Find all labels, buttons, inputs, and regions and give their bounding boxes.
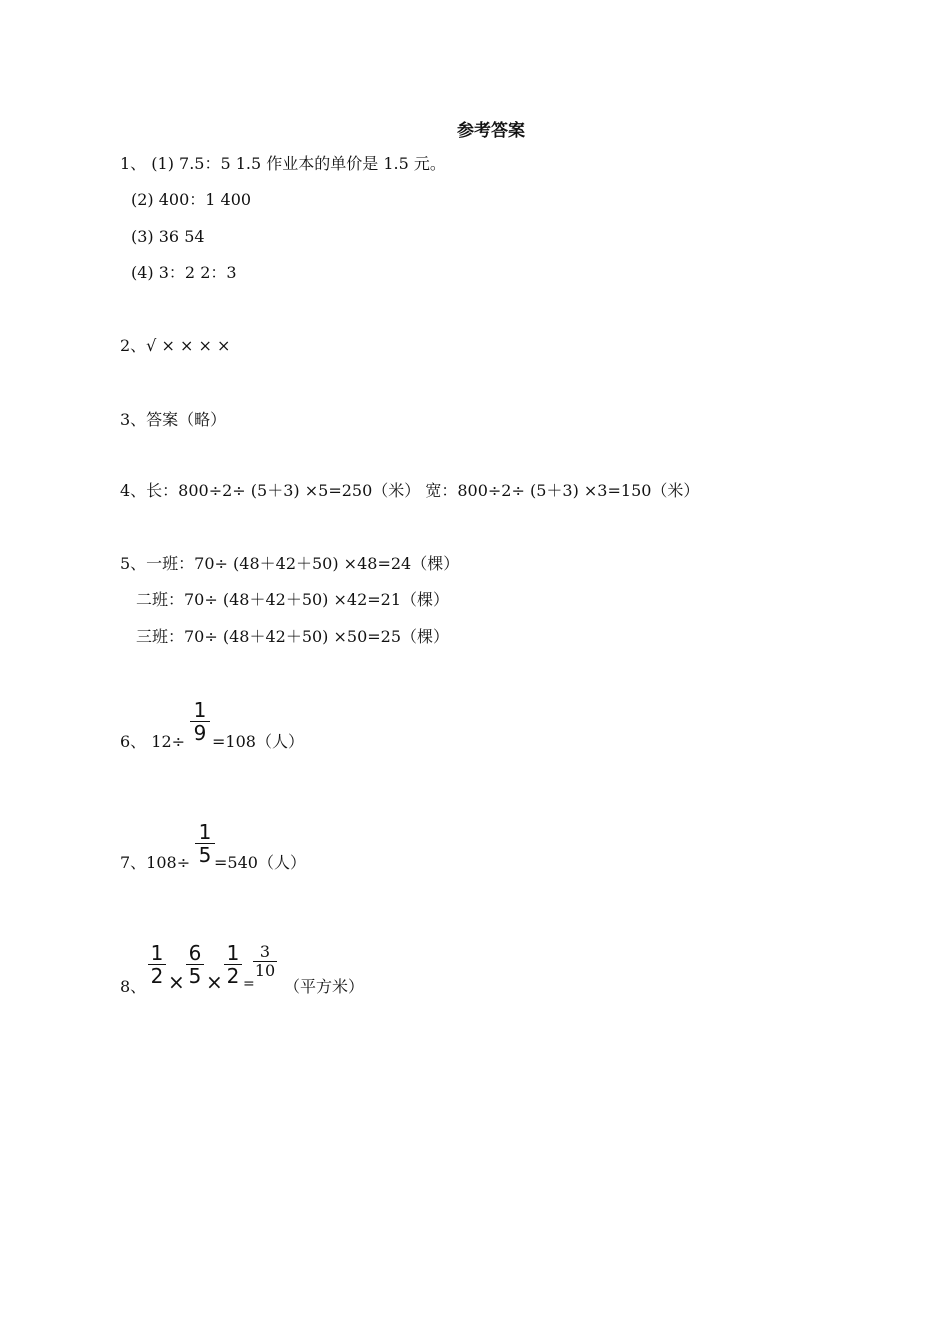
answer-3: 3、答案（略） bbox=[120, 410, 227, 429]
answer-1-line-3: (3) 36 54 bbox=[131, 227, 205, 246]
answer-5-line-3: 三班：70÷ (48＋42＋50) ×50=25（棵） bbox=[136, 627, 450, 646]
equals-sign: = bbox=[243, 976, 255, 992]
page-title: 参考答案 bbox=[457, 121, 525, 141]
answer-8-suffix: （平方米） bbox=[284, 977, 365, 996]
answer-7-suffix: =540（人） bbox=[214, 853, 306, 872]
fraction-denominator: 5 bbox=[198, 843, 212, 867]
answer-8-prefix: 8、 bbox=[120, 977, 147, 996]
fraction-numerator: 1 bbox=[198, 820, 212, 844]
fraction-denominator: 2 bbox=[226, 964, 240, 988]
answer-1-line-4: (4) 3：2 2：3 bbox=[131, 263, 237, 282]
answer-8-fraction-3 bbox=[224, 943, 242, 986]
fraction-numerator: 1 bbox=[226, 941, 240, 965]
answer-6-fraction bbox=[190, 700, 210, 743]
answer-8-result-fraction bbox=[253, 944, 277, 979]
answer-6-prefix: 6、 12÷ bbox=[120, 732, 186, 751]
times-sign: × bbox=[206, 970, 223, 994]
times-sign: × bbox=[168, 970, 185, 994]
fraction-denominator: 2 bbox=[150, 964, 164, 988]
fraction-numerator: 6 bbox=[188, 941, 202, 965]
answer-8-fraction-2 bbox=[186, 943, 204, 986]
fraction-denominator: 10 bbox=[254, 961, 276, 980]
answer-8-fraction-1 bbox=[148, 943, 166, 986]
answer-5-line-2: 二班：70÷ (48＋42＋50) ×42=21（棵） bbox=[136, 590, 450, 609]
answer-4: 4、长：800÷2÷ (5＋3) ×5=250（米） 宽：800÷2÷ (5＋3) ×3=150（米） bbox=[120, 481, 700, 500]
answer-7-prefix: 7、108÷ bbox=[120, 853, 191, 872]
answer-2: 2、√ × × × × bbox=[120, 336, 231, 355]
answer-1-line-2: (2) 400：1 400 bbox=[131, 190, 252, 209]
answer-5-line-1: 5、一班：70÷ (48＋42＋50) ×48=24（棵） bbox=[120, 554, 460, 573]
fraction-denominator: 9 bbox=[193, 721, 207, 745]
fraction-numerator: 3 bbox=[259, 942, 271, 961]
answer-6-suffix: =108（人） bbox=[212, 732, 304, 751]
answer-1-line-1: 1、 (1) 7.5：5 1.5 作业本的单价是 1.5 元。 bbox=[120, 154, 446, 173]
fraction-denominator: 5 bbox=[188, 964, 202, 988]
fraction-numerator: 1 bbox=[193, 698, 207, 722]
fraction-numerator: 1 bbox=[150, 941, 164, 965]
answer-7-fraction bbox=[195, 822, 215, 865]
